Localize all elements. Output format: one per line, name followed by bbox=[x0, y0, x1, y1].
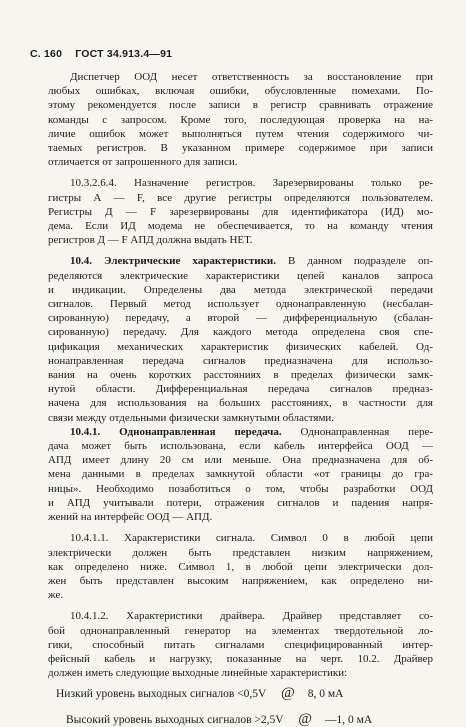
text-line: Диспетчер ООД несет ответственность за восстановление при bbox=[70, 71, 433, 83]
text-line: мена данными в пределах замкнутой области «от границы до гра- bbox=[48, 468, 433, 481]
text-line: 10.4.1.2. Характеристики драйвера. Драйвер представляет со- bbox=[70, 610, 433, 623]
text-line: нонаправленная передача сигналов предназначена для использо- bbox=[48, 354, 433, 367]
text-line: таемых регистров. В указанном примере содержимое при записи bbox=[48, 142, 433, 155]
text-line: же. bbox=[48, 589, 64, 602]
formula-bound: >2,5V bbox=[254, 713, 284, 726]
text-line: личие ошибок может выполняться путем чтения содержимого чи- bbox=[48, 127, 433, 140]
formula-value: 8, 0 мА bbox=[307, 688, 344, 701]
page-number: С. 160 bbox=[30, 48, 63, 60]
text-line: 10.4.1.1. Характеристики сигнала. Символ 0 в любой цепи bbox=[70, 532, 433, 545]
formula-value: —1, 0 мА bbox=[324, 713, 373, 726]
text-line: команды с запросом. Кроме того, последующая проверка на на- bbox=[48, 113, 433, 126]
text-line: 10.3.2.6.4. Назначение регистров. Зарезервированы только ре- bbox=[70, 177, 433, 190]
text-line: дема. Если ИД модема не обеспечивается, то на команду чтения bbox=[48, 220, 433, 233]
standard-number: ГОСТ 34.913.4—91 bbox=[75, 48, 173, 60]
text-line: Регистры Д — F зарезервированы для идентификатора (ИД) мо- bbox=[48, 205, 433, 218]
paragraph-unidirectional-transfer bbox=[48, 425, 433, 524]
formula-bound: <0,5V bbox=[237, 688, 267, 701]
text-line bbox=[48, 254, 433, 268]
text-line: бой однонаправленный генератор на элементах твердотельной ло- bbox=[48, 624, 433, 637]
low-level-output-formula bbox=[48, 686, 433, 701]
text-line: гистры А — F, все другие регистры определяются пользователем. bbox=[48, 191, 433, 204]
text-line: отличается от запрошенного для записи. bbox=[48, 156, 238, 169]
text-line: сированную) передачу. Для каждого метода определена своя спе- bbox=[48, 326, 433, 339]
formula-label: Низкий уровень выходных сигналов bbox=[56, 688, 235, 701]
at-sign: @ bbox=[298, 710, 313, 727]
text-line bbox=[48, 425, 433, 439]
text-line: любых ошибках, включая ошибки, обусловленные помехами. По- bbox=[48, 85, 433, 98]
text-line: и АПД учитывали потери, отражения сигналов и падения напря- bbox=[48, 496, 433, 509]
formula-label: Высокий уровень выходных сигналов bbox=[66, 713, 252, 726]
text-line: жений на интерфейс ООД — АПД. bbox=[48, 511, 213, 524]
text-line: фейсный кабель и нагрузку, показанные на черт. 10.2. Драйвер bbox=[48, 652, 433, 665]
paragraph-signal-characteristics bbox=[48, 531, 433, 602]
page-header bbox=[30, 48, 172, 60]
text-line: электрически должен быть представлен низким напряжением, bbox=[48, 546, 433, 559]
text-line: вания на очень коротких расстояниях в пределах физически замк- bbox=[48, 369, 433, 382]
text-line: дача может быть использована, если кабель интерфейса ООД — bbox=[48, 440, 433, 453]
text-line: как определено ниже. Символ 1, в любой цепи электрически дол- bbox=[48, 560, 433, 573]
text-line: связи между отдельными физически замкнутыми областями. bbox=[48, 411, 335, 424]
text-line: ределяются электрические характеристики цепей каналов запроса bbox=[48, 269, 433, 282]
text-line: сигналов. Первый метод использует однонаправленную (несбалан- bbox=[48, 298, 433, 311]
text-line: и индикации. Определены два метода электрической передачи bbox=[48, 283, 433, 296]
paragraph-responsibility bbox=[48, 70, 433, 169]
high-level-output-formula bbox=[48, 712, 433, 727]
text-line: АПД имеет длину 20 см или меньше. Она предназначена для об- bbox=[48, 454, 433, 467]
paragraph-driver-characteristics bbox=[48, 609, 433, 680]
paragraph-electrical-characteristics bbox=[48, 254, 433, 424]
page-body bbox=[48, 70, 433, 727]
text-line: регистров Д — F АПД должна выдать НЕТ. bbox=[48, 234, 253, 247]
text-line: ницы». Необходимо позаботиться о том, чтобы разработки ООД bbox=[48, 482, 433, 495]
at-sign: @ bbox=[280, 685, 295, 702]
text-span: В данном подразделе оп- bbox=[276, 255, 433, 268]
text-line: цификация механических характеристик физических кабелей. Од- bbox=[48, 340, 433, 353]
text-line: должен иметь следующие выходные линейные характеристики: bbox=[48, 667, 348, 680]
text-line: начена для использования на больших расстояниях, в частности для bbox=[48, 397, 433, 410]
text-line: этому рекомендуется после записи в регистр сравнивать отражение bbox=[48, 99, 433, 112]
text-line: жен быть представлен высоким напряжением, как определено ни- bbox=[48, 574, 433, 587]
text-line: гики, способный питать сигналами специфицированный интер- bbox=[48, 638, 433, 651]
text-span: Однонаправленная пере- bbox=[281, 425, 433, 438]
text-line: сированную) передачу, а второй — дифференциальную (сбалан- bbox=[48, 312, 433, 325]
section-heading: 10.4. Электрические характеристики. bbox=[70, 255, 276, 268]
text-line: нутой области. Дифференциальная передача сигналов предназ- bbox=[48, 383, 433, 396]
paragraph-register-assignment bbox=[48, 176, 433, 247]
section-heading: 10.4.1. Однонаправленная передача. bbox=[70, 425, 282, 438]
